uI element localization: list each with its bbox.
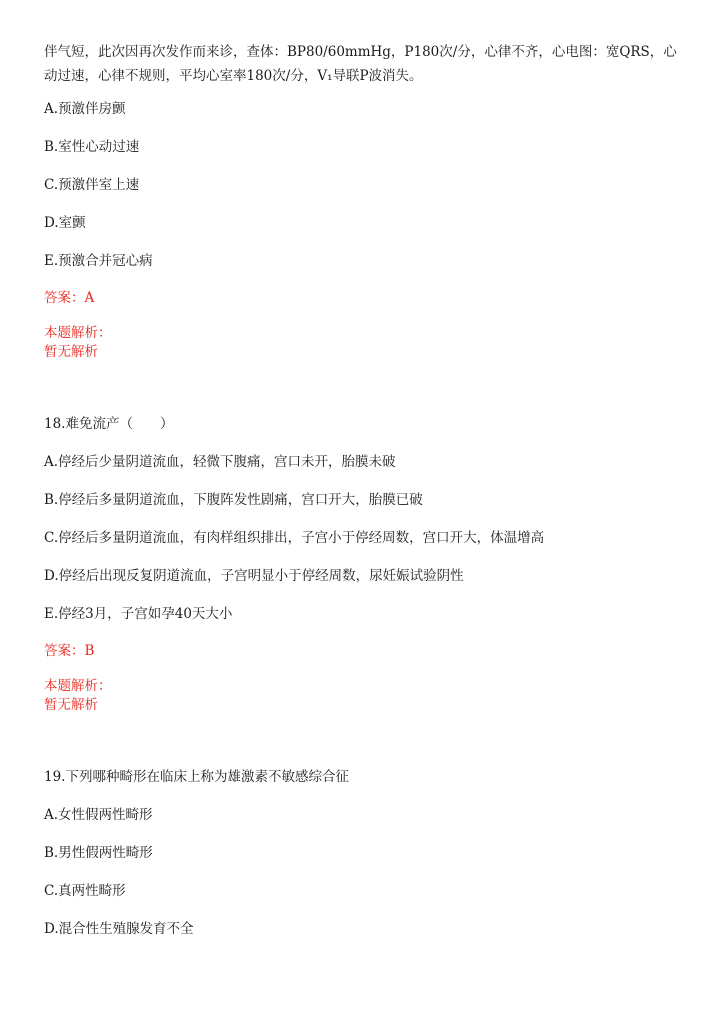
q19-option-d: D.混合性生殖腺发育不全 [44,921,194,937]
q18-analysis-label: 本题解析： [44,678,112,694]
q19-option-a: A.女性假两性畸形 [44,807,153,823]
q17-stem: 伴气短，此次因再次发作而来诊，查体：BP80/60mmHg，P180次/分，心律不齐，心电图：宽QRS，心动过速，心律不规则，平均心室率180次/分，V₁导联P波消失。 [44,44,677,84]
q18-analysis-text: 暂无解析 [44,697,98,713]
document-page [44,40,684,939]
q18-option-c: C.停经后多量阴道流血，有肉样组织排出，子宫小于停经周数，宫口开大，体温增高 [44,530,545,546]
q17-option-a: A.预激伴房颤 [44,101,126,117]
q17-option-e: E.预激合并冠心病 [44,253,153,269]
q18-option-b: B.停经后多量阴道流血，下腹阵发性剧痛，宫口开大，胎膜已破 [44,492,423,508]
q18-stem: 18.难免流产（ ） [44,416,174,432]
q18-answer: 答案：B [44,643,95,659]
q17-option-b: B.室性心动过速 [44,139,140,155]
q19-stem: 19.下列哪种畸形在临床上称为雄激素不敏感综合征 [44,769,349,785]
q17-analysis-label: 本题解析： [44,325,112,341]
q17-analysis-text: 暂无解析 [44,344,98,360]
q18-option-e: E.停经3月，子宫如孕40天大小 [44,606,233,622]
q18-option-a: A.停经后少量阴道流血，轻微下腹痛，宫口未开，胎膜未破 [44,454,396,470]
q17-option-d: D.室颤 [44,215,86,231]
q17-option-c: C.预激伴室上速 [44,177,140,193]
q17-answer: 答案：A [44,290,95,306]
q19-option-b: B.男性假两性畸形 [44,845,153,861]
q19-option-c: C.真两性畸形 [44,883,126,899]
q18-option-d: D.停经后出现反复阴道流血，子宫明显小于停经周数，尿妊娠试验阴性 [44,568,464,584]
